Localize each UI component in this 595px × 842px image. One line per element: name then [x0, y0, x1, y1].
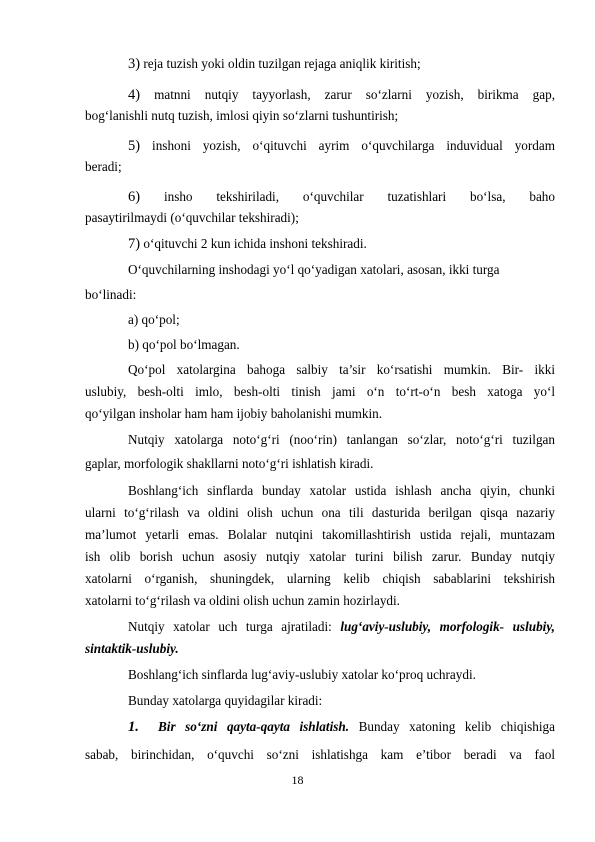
- list-text: reja tuzish yoki oldin tuzilgan rejaga aniqlik kiritish;: [140, 56, 421, 71]
- list-item-3: [128, 56, 555, 72]
- paragraph-line: Nutqiy xatolarga noto‘g‘ri (noo‘rin) tanlangan so‘zlar, noto‘g‘ri tuzilgan: [128, 432, 555, 447]
- text-line: bog‘lanishli nutq tuzish, imlosi qiyin so‘zlarni tushuntirish;: [85, 108, 399, 123]
- list-number: 6): [128, 189, 141, 205]
- emphasis-text: [139, 719, 349, 734]
- text-line: xatolarni to‘g‘rilash va oldini olish uchun zamin hozirlaydi.: [85, 593, 400, 608]
- list-text: matnni nutqiy tayyorlash, zarur so‘zlarni yozish, birikma gap,: [140, 87, 555, 102]
- list-text: insho tekshiriladi, o‘quvchilar tuzatishlari bo‘lsa, baho: [140, 189, 555, 204]
- list-item-a: a) qo‘pol;: [128, 312, 180, 327]
- list-number: 4): [128, 87, 141, 103]
- list-number: 7): [128, 236, 141, 252]
- list-number: 5): [128, 138, 141, 154]
- page-number: 18: [291, 773, 304, 787]
- list-item-b: b) qo‘pol bo‘lmagan.: [128, 337, 240, 352]
- paragraph-line: Boshlang‘ich sinflarda bunday xatolar ustida ishlash ancha qiyin, chunki: [128, 483, 555, 498]
- list-text: o‘qituvchi 2 kun ichida inshoni tekshiradi.: [140, 236, 367, 251]
- text-line: qo‘yilgan insholar ham ham ijobiy baholanishi mumkin.: [85, 406, 383, 421]
- list-number: 3): [128, 56, 141, 72]
- paragraph-line: O‘quvchilarning inshodagi yo‘l qo‘yadigan xatolari, asosan, ikki turga: [128, 262, 500, 277]
- list-item-4: [128, 87, 555, 103]
- list-item-1: [128, 719, 555, 735]
- text-line: ma’lumot yetarli emas. Bolalar nutqini takomillashtirish ustida rejali, muntazam: [85, 527, 555, 542]
- list-text: inshoni yozish, o‘qituvchi ayrim o‘quvchilarga induvidual yordam: [140, 138, 555, 153]
- text-line: xatolarni o‘rganish, shuningdek, ularning kelib chiqish sabablarini tekshirish: [85, 571, 555, 586]
- text-run: Bunday xatoning kelib chiqishiga: [349, 719, 555, 734]
- paragraph-line: [128, 619, 555, 635]
- emphasis-text: lug‘aviy-uslubiy, morfologik- uslubiy,: [340, 619, 555, 634]
- text-line: beradi;: [85, 159, 122, 174]
- text-run: Nutqiy xatolar uch turga ajratiladi:: [128, 619, 341, 634]
- text-line: uslubiy, besh-olti imlo, besh-olti tinish jami o‘n to‘rt-o‘n besh xatoga yo‘l: [85, 384, 555, 399]
- emphasis-label: Bir so‘zni qayta-qayta ishlatish.: [158, 719, 349, 734]
- list-item-7: [128, 236, 555, 252]
- list-number: 1.: [128, 719, 139, 735]
- text-line: sabab, birinchidan, o‘quvchi so‘zni ishlatishga kam e’tibor beradi va faol: [85, 747, 555, 762]
- paragraph-line: Bunday xatolarga quyidagilar kiradi:: [128, 693, 323, 708]
- list-item-6: [128, 189, 555, 205]
- text-line: pasaytirilmaydi (o‘quvchilar tekshiradi);: [85, 210, 299, 225]
- paragraph-line: Boshlang‘ich sinflarda lug‘aviy-uslubiy xatolar ko‘proq uchraydi.: [128, 667, 476, 682]
- text-line: ish olib borish uchun asosiy nutqiy xatolar turini bilish zarur. Bunday nutqiy: [85, 549, 555, 564]
- text-line: ularni to‘g‘rilash va oldini olish uchun ona tili dasturida berilgan qisqa nazariy: [85, 505, 555, 520]
- text-line: gaplar, morfologik shakllarni noto‘g‘ri ishlatish kiradi.: [85, 456, 374, 471]
- emphasis-line: sintaktik-uslubiy.: [85, 641, 179, 656]
- paragraph-line: Qo‘pol xatolargina bahoga salbiy ta’sir ko‘rsatishi mumkin. Bir- ikki: [128, 362, 555, 377]
- text-line: bo‘linadi:: [85, 287, 137, 302]
- list-item-5: [128, 138, 555, 154]
